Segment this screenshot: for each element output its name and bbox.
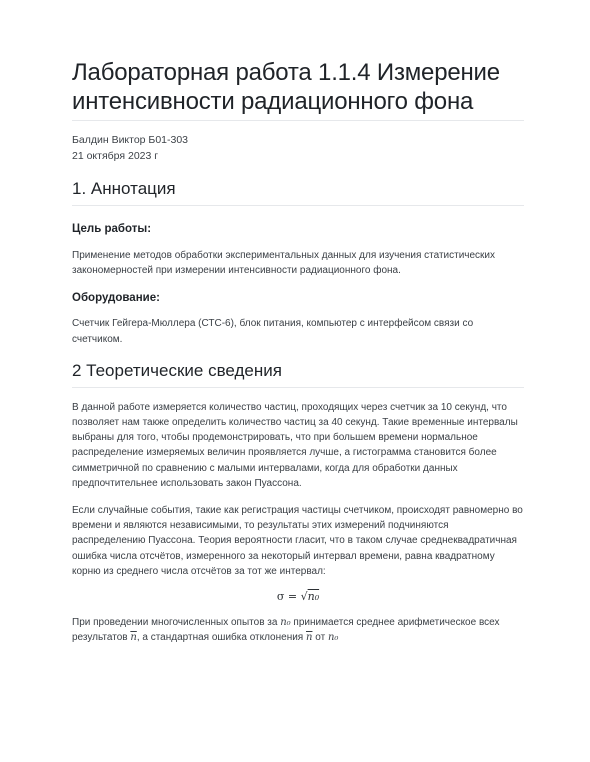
section-divider	[72, 387, 524, 388]
author-line: Балдин Виктор Б01-303	[72, 134, 189, 146]
theory-paragraph-3	[72, 615, 524, 645]
equipment-text: Счетчик Гейгера-Мюллера (СТС-6), блок питания, компьютер с интерфейсом связи со счетчиком.	[72, 318, 474, 345]
paragraph-3-part-d: от	[312, 632, 328, 644]
formula-lhs: σ = √	[276, 590, 308, 604]
section-heading-theory: 2 Теоретические сведения	[72, 360, 282, 380]
equipment-heading: Оборудование:	[72, 292, 160, 305]
math-nbar: $\overline{n}$	[306, 632, 313, 644]
math-n0: n₀	[327, 632, 339, 644]
formula-sigma	[72, 589, 524, 605]
paragraph-3-part-a: При проведении многочисленных опытов за	[72, 617, 281, 629]
page-title: Лабораторная работа 1.1.4 Измерение интенсивности радиационного фона	[72, 59, 500, 115]
document-meta	[72, 132, 524, 164]
math-nbar: $\overline{n}$	[130, 632, 137, 644]
paragraph-3-part-b: принимается среднее арифметическое всех результатов	[72, 617, 500, 644]
formula-radicand: n₀	[307, 590, 320, 604]
goal-heading: Цель работы:	[72, 223, 152, 235]
theory-paragraph-2: Если случайные события, такие как регистрация частицы счетчиком, происходят равномерно во времени и являются независимыми, то результаты этих измерений подчиняются распределению Пуассона. Теория вероятности гласит, что в таком случае среднеквадратичная ошибка числа отсчётов, измеренного за некоторый интервал времени, равна квадратному корню из среднего числа отсчётов за тот же интервал:	[72, 505, 523, 577]
date-line: 21 октября 2023 г	[72, 150, 159, 162]
goal-text: Применение методов обработки экспериментальных данных для изучения статистических закономерностей при измерении интенсивности радиационного фона.	[72, 250, 496, 277]
document-content	[72, 58, 524, 645]
theory-paragraph-1: В данной работе измеряется количество частиц, проходящих через счетчик за 10 секунд, что позволяет нам также определить количество частиц за 40 секунд. Такие временные интервалы выбраны для того, чтобы продемонстрировать, что при большем времени нормальное распределение измеряемых величин проявляется лучше, а гистограмма становится более симметричной по сравнению с малыми интервалами, когда для обработки данных предпочтительнее использовать закон Пуассона.	[72, 401, 518, 489]
title-divider	[72, 120, 524, 121]
section-heading-annotation: 1. Аннотация	[72, 179, 176, 198]
math-n0: n₀	[280, 617, 291, 629]
section-divider	[72, 205, 524, 206]
paragraph-3-part-c: , а стандартная ошибка отклонения	[136, 632, 306, 644]
